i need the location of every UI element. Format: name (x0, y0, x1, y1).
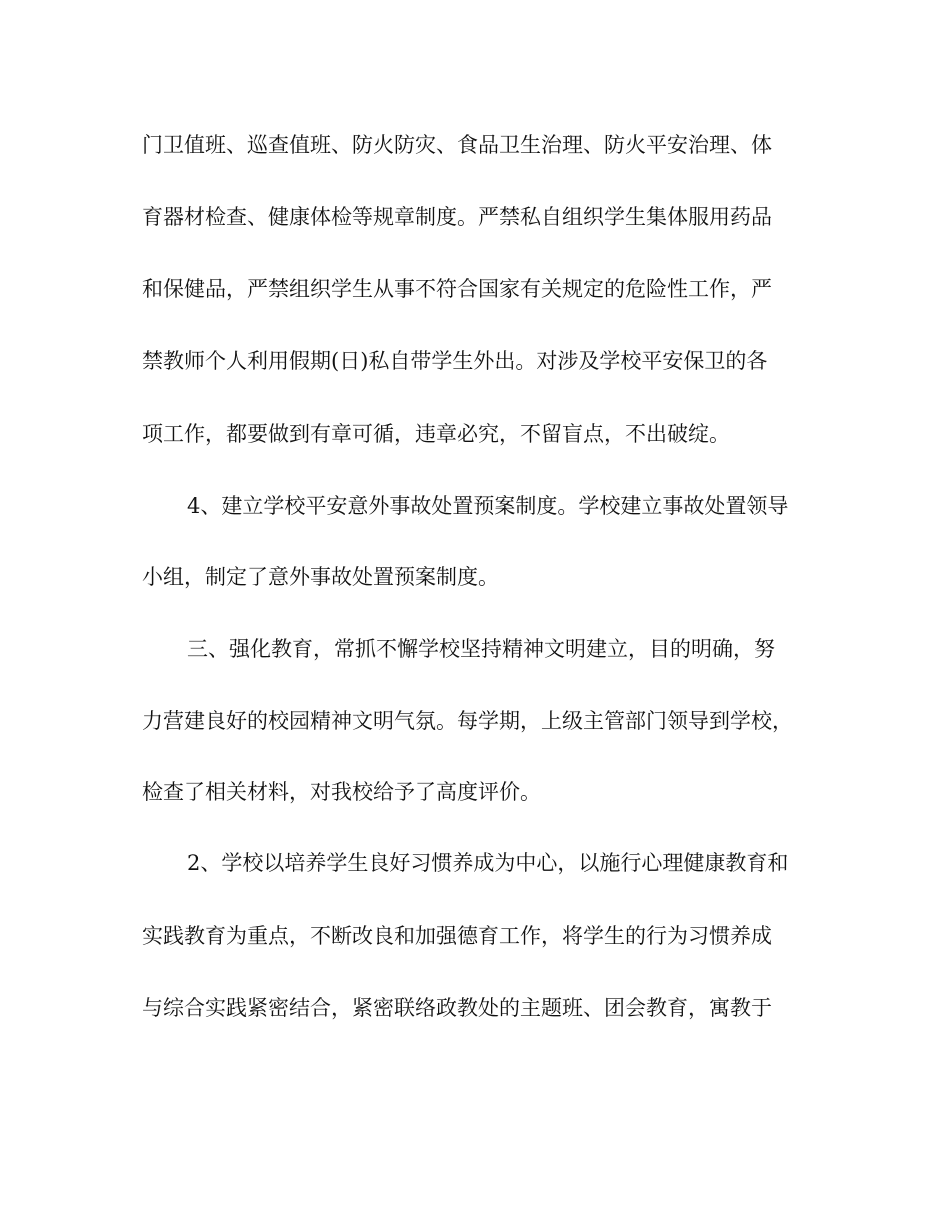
text-line: 实践教育为重点，不断改良和加强德育工作，将学生的行为习惯养成 (142, 924, 772, 948)
text-line: 项工作，都要做到有章可循，违章必究，不留盲点，不出破绽。 (142, 422, 730, 446)
text-line: 检查了相关材料，对我校给予了高度评价。 (142, 780, 541, 804)
text-line: 育器材检查、健康体检等规章制度。严禁私自组织学生集体服用药品 (142, 205, 772, 229)
text-line: 和保健品，严禁组织学生从事不符合国家有关规定的危险性工作，严 (142, 277, 772, 301)
text-line: 力营建良好的校园精神文明气氛。每学期，上级主管部门领导到学校， (142, 709, 793, 733)
paragraph-start-line: 三、强化教育，常抓不懈学校坚持精神文明建立，目的明确，努 (187, 637, 775, 661)
paragraph-start-line: 2、学校以培养学生良好习惯养成为中心，以施行心理健康教育和 (187, 851, 789, 875)
text-line: 禁教师个人利用假期(日)私自带学生外出。对涉及学校平安保卫的各 (142, 349, 768, 373)
text-line: 与综合实践紧密结合，紧密联络政教处的主题班、团会教育，寓教于 (142, 996, 772, 1020)
paragraph-start-line: 4、建立学校平安意外事故处置预案制度。学校建立事故处置领导 (187, 494, 789, 518)
text-line: 小组，制定了意外事故处置预案制度。 (142, 565, 499, 589)
text-line: 门卫值班、巡查值班、防火防灾、食品卫生治理、防火平安治理、体 (142, 133, 772, 157)
